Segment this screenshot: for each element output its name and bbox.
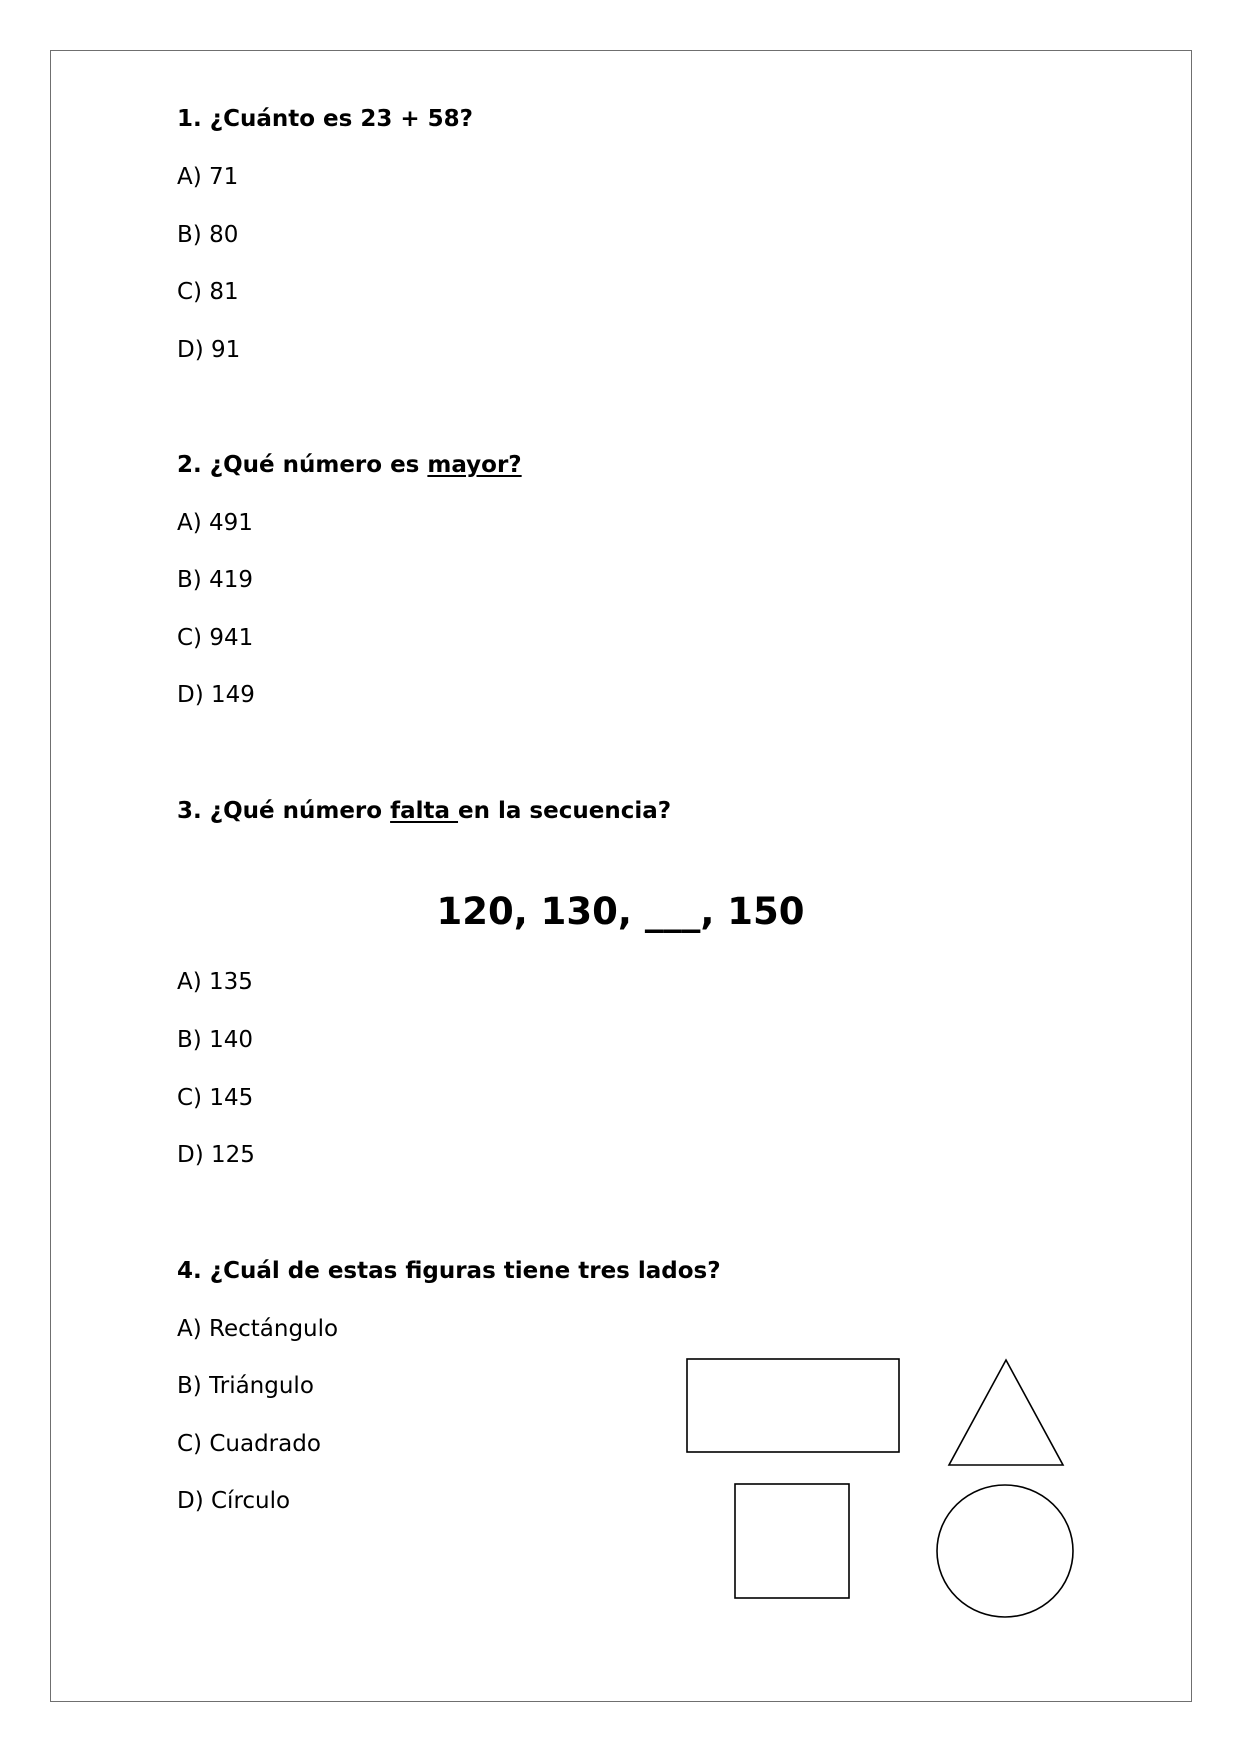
- question-4-option-d[interactable]: D) Círculo: [177, 1488, 291, 1514]
- question-2-title: [177, 450, 522, 480]
- question-3-title-prefix: 3. ¿Qué número: [177, 798, 391, 824]
- question-2-option-d[interactable]: D) 149: [177, 682, 255, 708]
- question-3-option-a[interactable]: A) 135: [177, 969, 253, 995]
- question-1-option-b[interactable]: B) 80: [177, 222, 239, 248]
- question-3-title: [177, 796, 671, 826]
- question-3-option-b[interactable]: B) 140: [177, 1027, 253, 1053]
- question-3-option-d[interactable]: D) 125: [177, 1142, 255, 1168]
- question-4-title: 4. ¿Cuál de estas figuras tiene tres lados?: [177, 1258, 721, 1284]
- question-4-option-c[interactable]: C) Cuadrado: [177, 1431, 321, 1457]
- question-3-title-suffix: en la secuencia?: [458, 798, 672, 824]
- sequence-end: , 150: [700, 890, 805, 933]
- question-1-option-a[interactable]: A) 71: [177, 164, 239, 190]
- question-2-title-emphasis: mayor?: [427, 452, 522, 478]
- number-sequence: [0, 889, 1241, 935]
- question-2-option-b[interactable]: B) 419: [177, 567, 253, 593]
- question-2-title-prefix: 2. ¿Qué número es: [177, 452, 428, 478]
- sequence-blank: ___: [644, 890, 701, 933]
- question-1-title: 1. ¿Cuánto es 23 + 58?: [177, 106, 473, 132]
- sequence-start: 120, 130,: [436, 890, 645, 933]
- question-4-option-a[interactable]: A) Rectángulo: [177, 1316, 339, 1342]
- question-3-title-emphasis: falta: [390, 798, 459, 824]
- question-3-option-c[interactable]: C) 145: [177, 1085, 254, 1111]
- question-4-option-b[interactable]: B) Triángulo: [177, 1373, 314, 1399]
- question-1-option-d[interactable]: D) 91: [177, 337, 241, 363]
- question-2-option-a[interactable]: A) 491: [177, 510, 253, 536]
- question-1-option-c[interactable]: C) 81: [177, 279, 239, 305]
- question-2-option-c[interactable]: C) 941: [177, 625, 254, 651]
